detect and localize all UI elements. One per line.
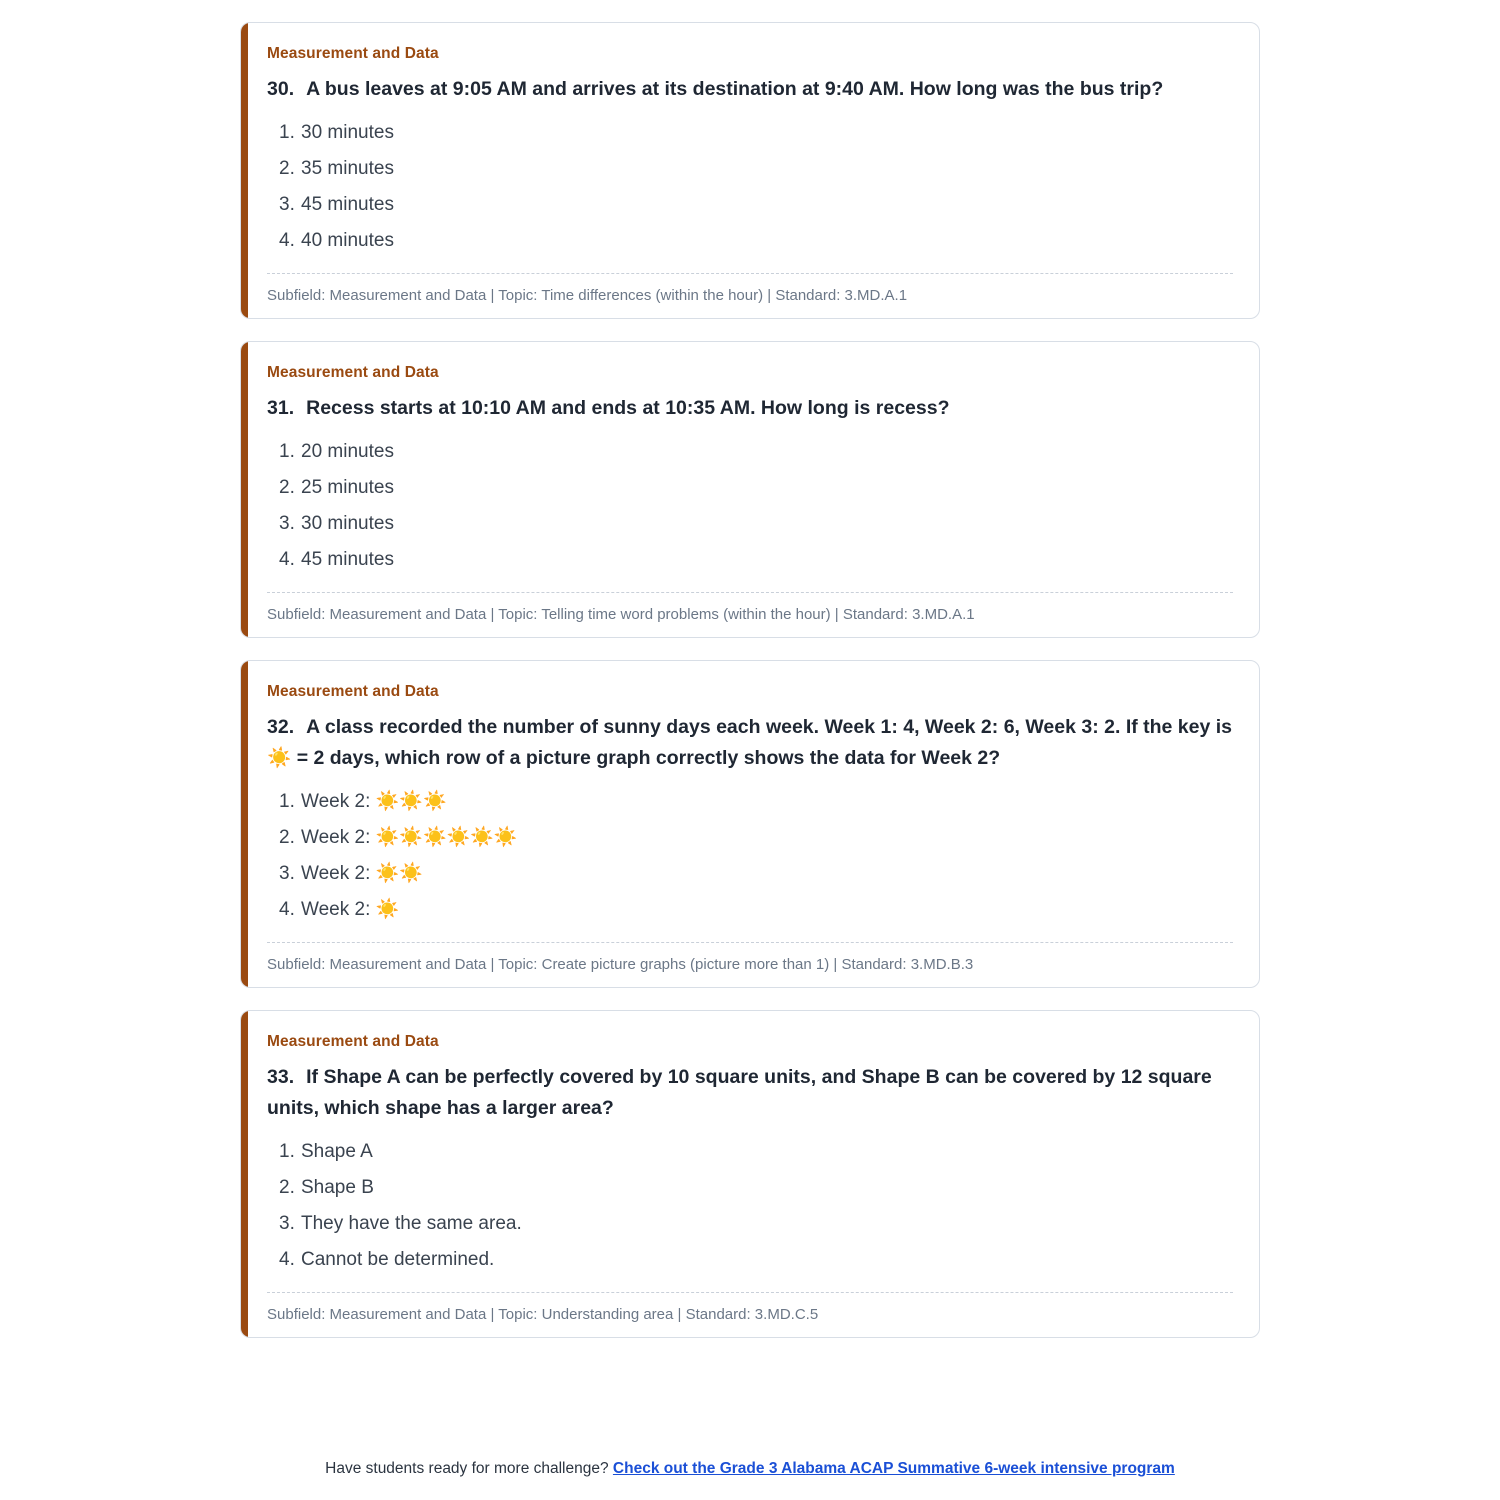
question-card bbox=[240, 341, 1260, 638]
choice-label: 40 minutes bbox=[301, 230, 394, 252]
choice-option[interactable] bbox=[267, 542, 1233, 578]
choice-option[interactable] bbox=[267, 1134, 1233, 1170]
choice-option[interactable] bbox=[267, 115, 1233, 151]
question-metadata: Subfield: Measurement and Data | Topic: Create picture graphs (picture more than 1) | Standard: 3.MD.B.3 bbox=[267, 942, 1233, 973]
question-number: 30. bbox=[267, 78, 295, 100]
choice-label: Week 2: ☀️ bbox=[301, 899, 400, 921]
choice-number: 1. bbox=[279, 790, 295, 812]
question-text: Recess starts at 10:10 AM and ends at 10:35 AM. How long is recess? bbox=[306, 397, 950, 420]
question-card bbox=[240, 22, 1260, 319]
choice-number: 4. bbox=[279, 899, 295, 921]
choice-number: 4. bbox=[279, 230, 295, 252]
question-number: 33. bbox=[267, 1066, 295, 1089]
question-card bbox=[240, 1010, 1260, 1338]
question-number: 31. bbox=[267, 397, 295, 420]
choice-number: 2. bbox=[279, 827, 295, 849]
question-text-line bbox=[267, 712, 1233, 774]
choice-number: 2. bbox=[279, 1177, 295, 1198]
choice-label: 30 minutes bbox=[301, 513, 394, 535]
choice-number: 3. bbox=[279, 1213, 295, 1235]
card-subfield-label: Measurement and Data bbox=[267, 45, 439, 62]
choice-list bbox=[267, 115, 1233, 259]
choice-option[interactable] bbox=[267, 784, 1233, 820]
choice-label: 35 minutes bbox=[301, 157, 394, 179]
choice-option[interactable] bbox=[267, 187, 1233, 223]
question-metadata: Subfield: Measurement and Data | Topic: Time differences (within the hour) | Standard: 3.MD.A.1 bbox=[267, 273, 1233, 304]
question-text: If Shape A can be perfectly covered by 10 square units, and Shape B can be covered by 12 square units, which shape has a larger area? bbox=[267, 1066, 1212, 1120]
question-text: A class recorded the number of sunny days each week. Week 1: 4, Week 2: 6, Week 3: 2. If the key is ☀️ = 2 days, which row of a picture graph correctly shows the data for Week 2? bbox=[267, 716, 1233, 770]
choice-label: Week 2: ☀️☀️☀️☀️☀️☀️ bbox=[301, 827, 518, 849]
card-subfield-label: Measurement and Data bbox=[267, 364, 439, 382]
choice-number: 3. bbox=[279, 863, 295, 885]
choice-label: They have the same area. bbox=[301, 1213, 522, 1235]
choice-number: 3. bbox=[279, 193, 295, 215]
choice-label: Cannot be determined. bbox=[301, 1249, 495, 1271]
choice-option[interactable] bbox=[267, 1242, 1233, 1278]
question-text-line bbox=[267, 1062, 1233, 1124]
choice-number: 2. bbox=[279, 157, 295, 179]
choice-option[interactable] bbox=[267, 506, 1233, 542]
choice-number: 1. bbox=[279, 1140, 295, 1162]
choice-label: Shape A bbox=[301, 1140, 373, 1162]
card-subfield-label: Measurement and Data bbox=[267, 683, 439, 701]
choice-label: 20 minutes bbox=[301, 440, 394, 462]
choice-option[interactable] bbox=[267, 1170, 1233, 1206]
choice-option[interactable] bbox=[267, 1206, 1233, 1242]
choice-list bbox=[267, 434, 1233, 578]
choice-number: 1. bbox=[279, 121, 295, 143]
footer-program-link[interactable]: Check out the Grade 3 Alabama ACAP Summative 6-week intensive program bbox=[612, 1460, 1175, 1477]
choice-option[interactable] bbox=[267, 470, 1233, 506]
question-number: 32. bbox=[267, 716, 295, 739]
question-text-line bbox=[267, 74, 1233, 105]
choice-number: 4. bbox=[279, 1249, 295, 1271]
choice-number: 2. bbox=[279, 477, 295, 499]
choice-option[interactable] bbox=[267, 151, 1233, 187]
question-metadata: Subfield: Measurement and Data | Topic: Telling time word problems (within the hour) | Standard: 3.MD.A.1 bbox=[267, 592, 1233, 623]
choice-option[interactable] bbox=[267, 820, 1233, 856]
footer bbox=[0, 1460, 1500, 1478]
question-text-line bbox=[267, 393, 1233, 424]
choice-number: 3. bbox=[279, 513, 295, 535]
choice-label: Week 2: ☀️☀️ bbox=[301, 863, 423, 885]
card-subfield-label: Measurement and Data bbox=[267, 1033, 439, 1051]
choice-label: 30 minutes bbox=[301, 121, 394, 143]
choice-option[interactable] bbox=[267, 223, 1233, 259]
choice-list bbox=[267, 1134, 1233, 1278]
choice-label: Shape B bbox=[301, 1177, 374, 1198]
choice-label: 45 minutes bbox=[301, 193, 394, 215]
choice-label: Week 2: ☀️☀️☀️ bbox=[301, 790, 447, 812]
choice-option[interactable] bbox=[267, 856, 1233, 892]
choice-number: 4. bbox=[279, 549, 295, 571]
choice-list bbox=[267, 784, 1233, 928]
choice-option[interactable] bbox=[267, 892, 1233, 928]
choice-label: 45 minutes bbox=[301, 549, 394, 571]
choice-number: 1. bbox=[279, 440, 295, 462]
choice-option[interactable] bbox=[267, 434, 1233, 470]
question-metadata: Subfield: Measurement and Data | Topic: Understanding area | Standard: 3.MD.C.5 bbox=[267, 1292, 1233, 1323]
question-text: A bus leaves at 9:05 AM and arrives at its destination at 9:40 AM. How long was the bus trip? bbox=[306, 78, 1164, 100]
footer-prompt: Have students ready for more challenge? bbox=[325, 1460, 609, 1477]
choice-label: 25 minutes bbox=[301, 477, 394, 499]
question-card bbox=[240, 660, 1260, 988]
